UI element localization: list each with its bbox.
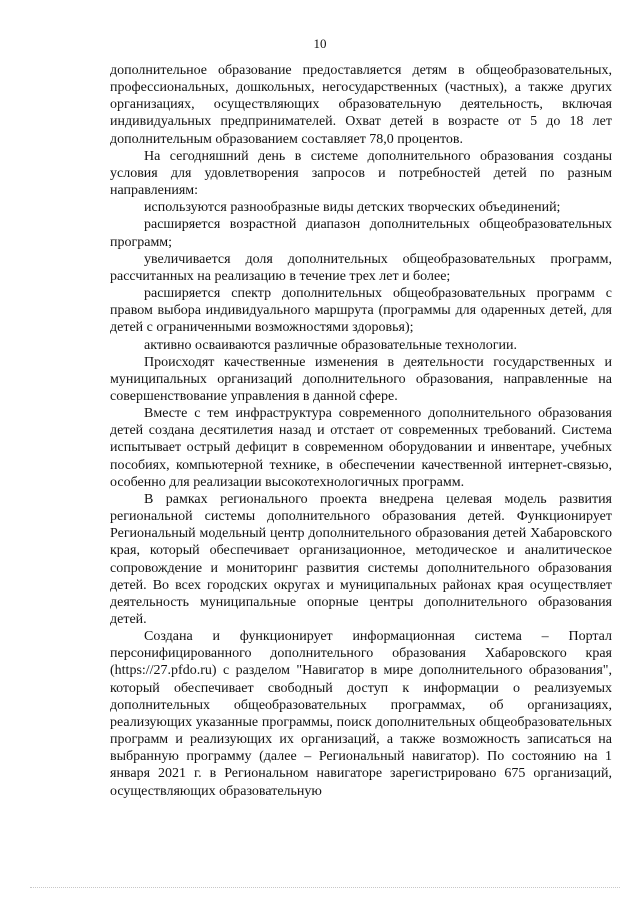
body-paragraph: используются разнообразные виды детских творческих объединений; [144, 200, 561, 216]
body-paragraph: Создана и функционирует информационная система – Портал персонифицированного дополнительного образования Хабаровского края (https://27.pfdo.ru) с разделом "Навигатор в мире дополнительного образования", который обеспечивает свободный доступ к информации о реализуемых дополнительных общеобразовательных программах, об организациях, реализующих указанные программы, поиск дополнительных общеобразовательных программ и реализующих их организаций, а также возможность записаться на выбранную программу (далее – Региональный навигатор). По состоянию на 1 января 2021 г. в Региональном навигаторе зарегистрировано 675 организаций, осуществляющих образовательную [110, 629, 612, 799]
body-paragraph: Вместе с тем инфраструктура современного дополнительного образования детей создана десятилетия назад и отстает от современных требований. Система испытывает острый дефицит в современном оборудовании и инвентаре, учебных пособиях, компьютерной технике, в обеспечении качественной интернет-связью, особенно для реализации высокотехнологичных программ. [110, 406, 612, 490]
body-paragraph: В рамках регионального проекта внедрена целевая модель развития региональной системы дополнительного образования детей. Функционирует Региональный модельный центр дополнительного образования детей Хабаровского края, который обеспечивает организационное, методическое и аналитическое сопровождение и мониторинг развития системы дополнительного образования детей. Во всех городских округах и муниципальных районах края осуществляет деятельность муниципальные опорные центры дополнительного образования детей. [110, 491, 612, 627]
body-paragraph: На сегодняшний день в системе дополнительного образования созданы условия для удовлетворения запросов и потребностей детей по разным направлениям: [110, 148, 612, 199]
document-body [110, 62, 612, 800]
body-paragraph: увеличивается доля дополнительных общеобразовательных программ, рассчитанных на реализацию в течение трех лет и более; [110, 251, 612, 284]
body-paragraph: активно осваиваются различные образовательные технологии. [144, 337, 518, 353]
body-paragraph: расширяется возрастной диапазон дополнительных общеобразовательных программ; [110, 217, 612, 250]
page-number: 10 [313, 36, 327, 51]
body-paragraph: дополнительное образование предоставляется детям в общеобразовательных, профессиональных, дошкольных, негосударственных (частных), а также других организациях, осуществляющих образовательную деятельность, включая индивидуальных предпринимателей. Охват детей в возрасте от 5 до 18 лет дополнительным образованием составляет 78,0 процентов. [110, 63, 612, 147]
body-paragraph: Происходят качественные изменения в деятельности государственных и муниципальных организаций дополнительного образования, направленные на совершенствование управления в данной сфере. [110, 354, 612, 404]
footer-divider [30, 887, 620, 888]
body-paragraph: расширяется спектр дополнительных общеобразовательных программ с правом выбора индивидуального маршрута (программы для одаренных детей, для детей с ограниченными возможностями здоровья); [110, 286, 612, 336]
